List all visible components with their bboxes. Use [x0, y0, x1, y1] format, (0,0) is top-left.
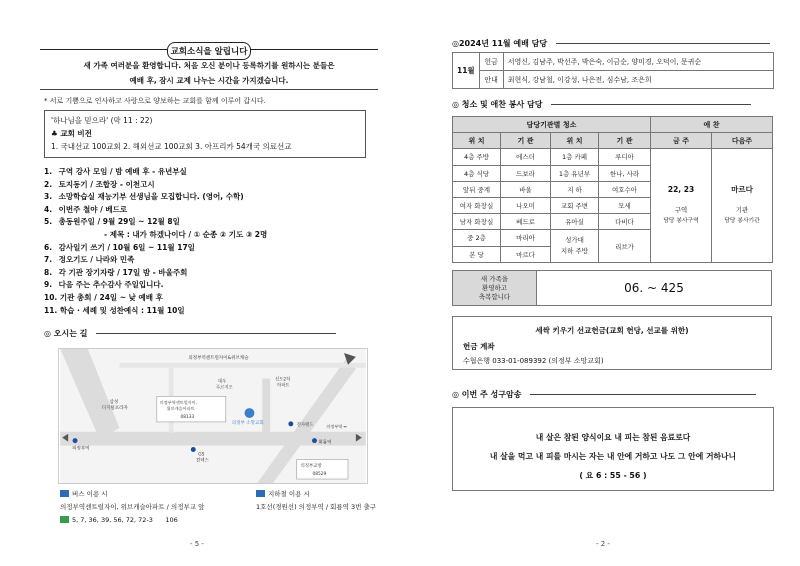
verse-heading: ◎ 이번 주 성구암송 [452, 389, 756, 400]
list-item: 5. 총동원주일 / 9월 29일 ~ 12월 8일 [44, 217, 180, 227]
col-header: 기 관 [501, 133, 551, 149]
label-daewoo-2: 푸르지오 [215, 385, 233, 391]
station-dot-right [312, 438, 317, 443]
table-row: 4층 식당 드보라 1층 유년부 한나, 사라 [453, 165, 773, 181]
verse-box [452, 407, 774, 491]
directions-heading: ◎ 오시는 길 [44, 328, 336, 339]
bus-desc: 의정부역센트럴자이, 위브캐슬아파트 / 의정부교 앞 [60, 503, 205, 511]
bus-info [60, 488, 204, 527]
col-header: 금 주 [651, 133, 712, 149]
announcement-list [44, 166, 374, 317]
duty-role: 안내 [479, 71, 503, 89]
label-center: 전자랜드 [296, 422, 314, 428]
map-svg [59, 349, 367, 483]
label-samsung-2: 디지털프라자 [101, 406, 128, 412]
meal-header: 애 찬 [651, 117, 773, 133]
list-item: 7. 정오기도 / 나라와 민족 [44, 255, 135, 265]
this-week-role: 구역 [674, 206, 688, 215]
next-week-role: 기관 [735, 206, 749, 215]
new-family-box [452, 270, 772, 306]
new-family-label: 새 가족을 환영하고 축복합니다 [453, 271, 537, 305]
mission-account: 수협은행 033-01-089392 (의정부 소망교회) [463, 357, 604, 365]
mission-title: 세싹 키우기 선교헌금(교회 헌당, 선교를 위한) [535, 326, 689, 335]
divider [40, 89, 378, 90]
notice-title: 교회소식을 알립니다 [167, 42, 251, 60]
list-item: 3. 소망학습실 재능기부 선생님을 모집합니다. (영어, 수학) [44, 192, 244, 202]
mission-label: 헌금 계좌 [463, 342, 495, 351]
church-marker [245, 408, 255, 418]
label-post: 의정부교방 [300, 464, 322, 470]
label-central: 의정부역센트럴자이, [159, 400, 197, 406]
label-sindo: 신도2차 [275, 377, 291, 383]
vision-box [44, 110, 366, 158]
bus-icon [60, 490, 69, 497]
next-week-name: 마르다 [731, 185, 753, 195]
table-row: 중 2층 마리아 성가대 지하 주방 리브가 [453, 230, 773, 246]
list-item: 1. 구역 강사 모임 / 밤 예배 후 - 유년부실 [44, 167, 187, 176]
table-row: 남자 화장실 베드로 유아실 다비다 [453, 214, 773, 230]
col-header: 위 치 [453, 133, 501, 149]
next-week-cell [712, 149, 773, 262]
vision-heading: ♣ 교회 비전 [51, 129, 92, 138]
label-road-right: 의정부역 ↔ [326, 423, 348, 429]
list-item: 9. 다음 주는 추수감사 주일입니다. [44, 280, 164, 290]
duty-table [452, 52, 774, 89]
landmark-dot [288, 421, 293, 426]
duty-month: 11월 [453, 53, 480, 89]
table-row: 앞뒤 중계 바울 지 하 여호수아 [453, 181, 773, 197]
col-header: 기 관 [599, 133, 651, 149]
list-item: 6. 감사일기 쓰기 / 10월 6일 ~ 11월 17일 [44, 242, 195, 252]
label-uijeongbu-station: 의정부역 [72, 446, 90, 452]
this-week-date: 22, 23 [667, 185, 695, 195]
bus-green-icon [60, 516, 69, 523]
bus-routes-2: 106 [165, 516, 178, 524]
label-gs-2: 칼텍스 [196, 458, 209, 464]
vision-verse: '하나님을 믿으라' (막 11 : 22) [51, 116, 153, 125]
bus-routes: 5, 7, 36, 39, 56, 72, 72-3 [72, 516, 153, 524]
map [58, 348, 368, 484]
road-top [119, 363, 365, 368]
gs-dot [191, 447, 196, 452]
list-item: - 제목 : 내가 하겠나이다 / ① 순종 ② 기도 ③ 2명 [104, 229, 268, 239]
label-hoeryong: 회룡역 [318, 440, 332, 446]
station-dot-left [73, 438, 78, 443]
table-row: 본 당 마르다 [453, 246, 773, 262]
this-week-note: 담당 봉사구역 [663, 218, 699, 225]
merged-place: 성가대 지하 주방 [551, 230, 599, 262]
table-row: 4층 주방 에스더 1층 카페 루디아 22, 23 구역 담당 봉사구역 마르다 기관 담당 봉사기관 [453, 149, 773, 165]
list-item: 10. 기관 총회 / 24일 ~ 낮 예배 후 [44, 292, 163, 302]
this-week-cell [651, 149, 712, 262]
verse-line-2: 내 살을 먹고 내 피를 마시는 자는 내 안에 거하고 나도 그 안에 거하나니 [489, 452, 737, 461]
subway-desc: 1호선(경원선) 의정부역 / 회룡역 3번 출구 [256, 503, 377, 511]
right-page [400, 0, 800, 566]
clean-table [452, 116, 773, 263]
label-gs: GS [198, 452, 205, 458]
col-header: 위 치 [551, 133, 599, 149]
table-row [453, 71, 774, 89]
table-row [453, 53, 774, 71]
merged-org: 리브가 [599, 230, 651, 262]
label-post-stop: 08529 [312, 472, 327, 478]
clean-heading: ◎ 청소 및 애찬 봉사 담당 [452, 99, 751, 110]
new-family-value: 06. ~ 425 [624, 281, 684, 295]
label-samsung: 삼성 [109, 400, 119, 406]
bus-title: 버스 이용 시 [72, 490, 108, 498]
label-daewoo: 대우 [217, 379, 227, 385]
clean-group-header: 담당기관별 청소 [453, 117, 651, 133]
list-item: 8. 각 기관 장기자랑 / 17일 밤 - 바울주회 [44, 267, 188, 277]
welcome-message [40, 58, 378, 88]
list-item: 11. 학습 · 세례 및 성찬예식 : 11월 10일 [44, 305, 185, 315]
duty-role: 헌금 [479, 53, 503, 71]
greeting-note: * 서로 기쁨으로 인사하고 사랑으로 양보하는 교회를 함께 이루어 갑시다. [44, 97, 266, 105]
verse-ref: ( 요 6 : 55 - 56 ) [579, 471, 647, 480]
list-item: 2. 토지동기 / 조합장 - 이천고시 [44, 179, 155, 189]
welcome-line-2: 예배 후, 잠시 교제 나누는 시간을 가지겠습니다. [129, 76, 289, 85]
vision-items: 1. 국내선교 100교회 2. 해외선교 100교회 3. 아프리카 54개국 의료선교 [51, 142, 292, 151]
mission-offering-box [452, 316, 772, 370]
label-sindo-2: 아파트 [277, 383, 290, 389]
table-row: 여자 화장실 나오미 교회 주변 모세 [453, 197, 773, 213]
welcome-line-1: 새 가족 여러분을 환영합니다. 처음 오신 분이나 등록하기를 원하시는 분들은 [83, 61, 335, 70]
duty-heading: ◎2024년 11월 예배 담당 [452, 38, 770, 49]
duty-names: 최현식, 강남철, 이강성, 나은전, 심수남, 조은희 [503, 71, 773, 89]
next-week-note: 담당 봉사기관 [724, 218, 760, 225]
label-central-stop: 08133 [180, 414, 195, 420]
subway-title: 지하철 이용 시 [268, 490, 310, 498]
label-central-2: 위브캐슬아파트 [166, 406, 195, 412]
duty-names: 서영신, 김남주, 박선주, 박은숙, 이금순, 양미경, 오덕이, 문귀순 [503, 53, 773, 71]
label-north-top: 의정부역센트럴자이&위브캐슬 [188, 355, 249, 361]
verse-line-1: 내 살은 참된 양식이요 내 피는 참된 음료로다 [535, 433, 691, 442]
list-item: 4. 이번주 철야 / 베드로 [44, 204, 128, 214]
label-church: 의정부 소망교회 [231, 420, 264, 426]
page-number-right: - 2 - [596, 540, 610, 548]
page-number-left: - 5 - [190, 540, 204, 548]
subway-icon [256, 490, 265, 497]
subway-info [256, 488, 376, 514]
col-header: 다음주 [712, 133, 773, 149]
